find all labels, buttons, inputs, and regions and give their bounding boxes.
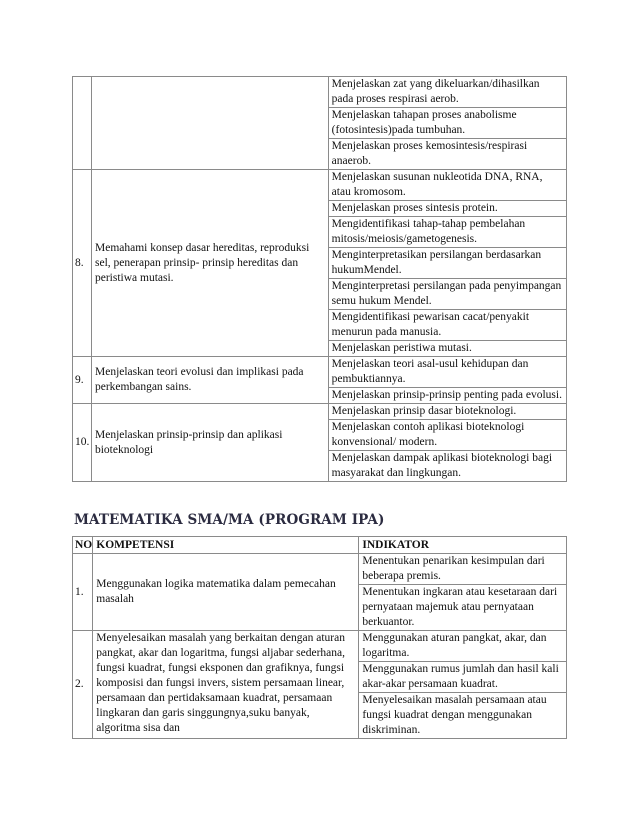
row-number: 9. <box>73 357 92 404</box>
indicator-cell: Mengidentifikasi pewarisan cacat/penyakit menurun pada manusia. <box>328 310 566 341</box>
competency-cell: Menjelaskan teori evolusi dan implikasi pada perkembangan sains. <box>91 357 328 404</box>
indicator-cell: Menjelaskan teori asal-usul kehidupan dan pembuktiannya. <box>328 357 566 388</box>
header-no: NO <box>73 537 93 554</box>
indicator-cell: Menjelaskan zat yang dikeluarkan/dihasilkan pada proses respirasi aerob. <box>328 77 566 108</box>
row-number: 2. <box>73 631 93 739</box>
indicator-cell: Menginterpretasi persilangan pada penyimpangan semu hukum Mendel. <box>328 279 566 310</box>
competency-cell: Menyelesaikan masalah yang berkaitan dengan aturan pangkat, akar dan logaritma, fungsi aljabar sederhana, fungsi kuadrat, fungsi eksponen dan grafiknya, fungsi komposisi dan fungsi invers, sistem persamaan linear, persamaan dan pertidaksamaan kuadrat, persamaan lingkaran dan garis singgungnya,suku banyak, algoritma sisa dan <box>93 631 359 739</box>
section-title: MATEMATIKA SMA/MA (PROGRAM IPA) <box>74 512 385 528</box>
indicator-cell: Menjelaskan peristiwa mutasi. <box>328 341 566 357</box>
indicator-cell: Menjelaskan prinsip-prinsip penting pada evolusi. <box>328 388 566 404</box>
indicator-cell: Menentukan penarikan kesimpulan dari beberapa premis. <box>359 554 567 585</box>
indicator-cell: Menjelaskan dampak aplikasi bioteknologi bagi masyarakat dan lingkungan. <box>328 451 566 482</box>
table-row <box>73 170 567 201</box>
table-row <box>73 357 567 388</box>
biology-competency-table <box>72 76 567 482</box>
indicator-cell: Mengidentifikasi tahap-tahap pembelahan mitosis/meiosis/gametogenesis. <box>328 217 566 248</box>
row-number: 1. <box>73 554 93 631</box>
row-number: 8. <box>73 170 92 357</box>
empty-competency-cell <box>91 77 328 170</box>
indicator-cell: Menggunakan rumus jumlah dan hasil kali akar-akar persamaan kuadrat. <box>359 662 567 693</box>
indicator-cell: Menggunakan aturan pangkat, akar, dan logaritma. <box>359 631 567 662</box>
indicator-cell: Menjelaskan proses sintesis protein. <box>328 201 566 217</box>
indicator-cell: Menyelesaikan masalah persamaan atau fungsi kuadrat dengan menggunakan diskriminan. <box>359 693 567 739</box>
header-competency: KOMPETENSI <box>93 537 359 554</box>
competency-cell: Memahami konsep dasar hereditas, reproduksi sel, penerapan prinsip- prinsip hereditas dan peristiwa mutasi. <box>91 170 328 357</box>
indicator-cell: Menginterpretasikan persilangan berdasarkan hukumMendel. <box>328 248 566 279</box>
table-row <box>73 404 567 420</box>
empty-no-cell <box>73 77 92 170</box>
competency-cell: Menjelaskan prinsip-prinsip dan aplikasi bioteknologi <box>91 404 328 482</box>
indicator-cell: Menjelaskan prinsip dasar bioteknologi. <box>328 404 566 420</box>
header-indicator: INDIKATOR <box>359 537 567 554</box>
table-row <box>73 554 567 585</box>
indicator-cell: Menjelaskan tahapan proses anabolisme (fotosintesis)pada tumbuhan. <box>328 108 566 139</box>
row-number: 10. <box>73 404 92 482</box>
math-competency-table <box>72 536 567 739</box>
indicator-cell: Menjelaskan proses kemosintesis/respirasi anaerob. <box>328 139 566 170</box>
indicator-cell: Menjelaskan susunan nukleotida DNA, RNA, atau kromosom. <box>328 170 566 201</box>
indicator-cell: Menentukan ingkaran atau kesetaraan dari pernyataan majemuk atau pernyataan berkuantor. <box>359 585 567 631</box>
indicator-cell: Menjelaskan contoh aplikasi bioteknologi konvensional/ modern. <box>328 420 566 451</box>
competency-cell: Menggunakan logika matematika dalam pemecahan masalah <box>93 554 359 631</box>
table-row <box>73 77 567 108</box>
table-row <box>73 631 567 662</box>
table-header-row <box>73 537 567 554</box>
